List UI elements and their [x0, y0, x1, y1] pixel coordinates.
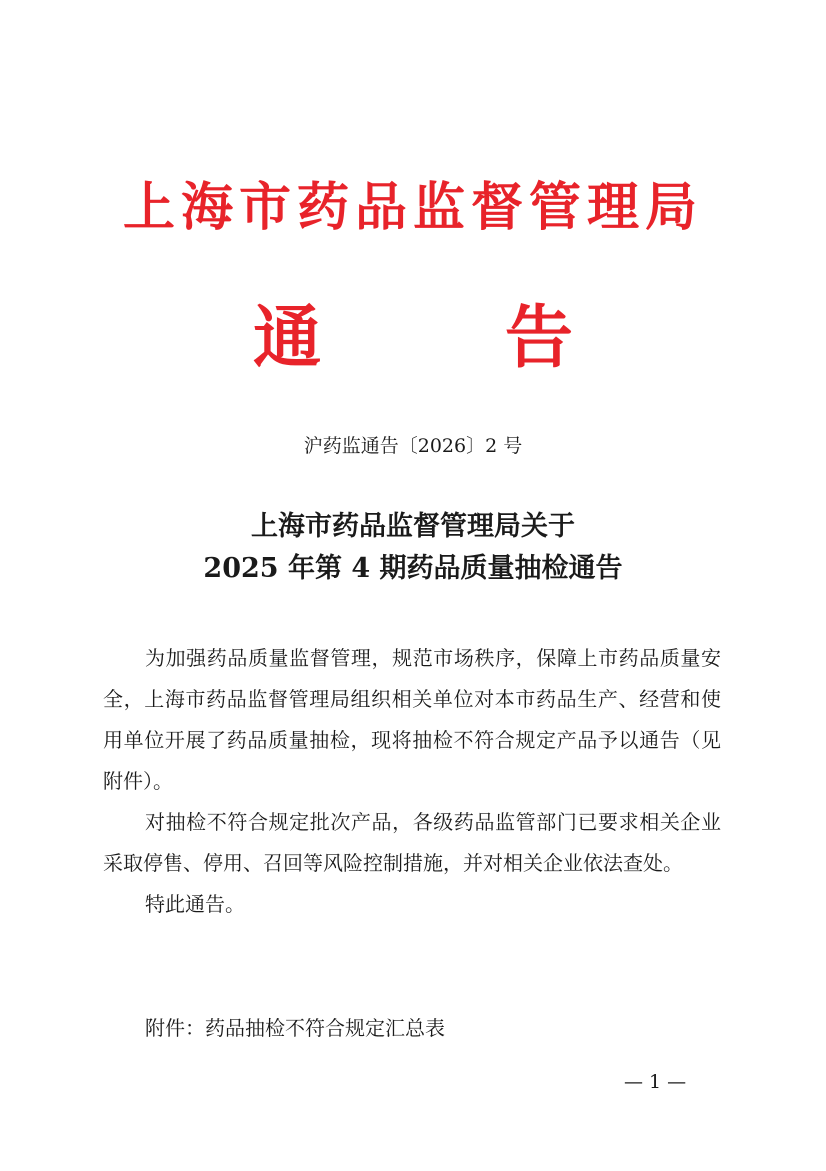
body-paragraph-3: 特此通告。	[145, 892, 245, 916]
headline-line-1: 上海市药品监督管理局关于	[251, 511, 575, 542]
notice-headline	[0, 506, 826, 590]
notice-heading: 通 告	[253, 298, 653, 378]
document-number: 沪药监通告〔2026〕2 号	[303, 435, 523, 457]
body-paragraph-2: 对抽检不符合规定批次产品，各级药品监管部门已要求相关企业采取停售、停用、召回等风险控制措施，并对相关企业依法查处。	[103, 810, 721, 875]
notice-body	[103, 638, 721, 925]
agency-title: 上海市药品监督管理局	[122, 177, 703, 238]
page-number: — 1 —	[624, 1071, 687, 1093]
attachment-reference: 附件：药品抽检不符合规定汇总表	[145, 1016, 445, 1040]
headline-line-2: 2025 年第 4 期药品质量抽检通告	[203, 553, 623, 584]
body-paragraph-1: 为加强药品质量监督管理，规范市场秩序，保障上市药品质量安全，上海市药品监督管理局组织相关单位对本市药品生产、经营和使用单位开展了药品质量抽检，现将抽检不符合规定产品予以通告（见附件）。	[103, 646, 721, 793]
